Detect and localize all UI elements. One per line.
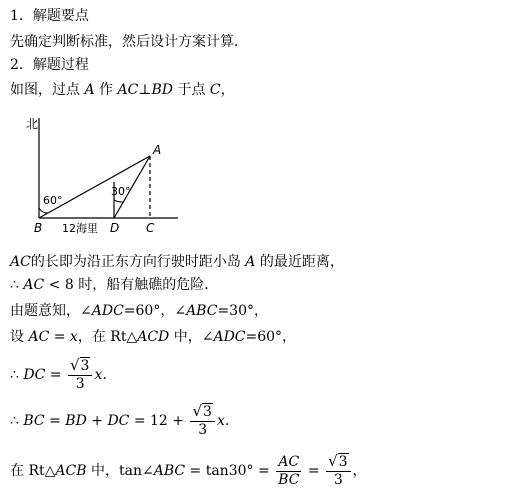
l7-acb: ACB	[55, 463, 87, 479]
l4-text-2: =	[49, 329, 70, 345]
label-north: 北	[26, 117, 39, 131]
l7-eq-1: = tan30° =	[185, 463, 275, 479]
segment-ba	[39, 156, 150, 218]
label-d: D	[110, 221, 120, 235]
l7-ratio-den: BC	[278, 471, 300, 488]
solution-line-1	[10, 253, 344, 271]
angle-arc-b	[39, 208, 48, 213]
l1-text-1: 的长即为沿正东方向行驶时距小岛	[30, 254, 241, 270]
l6-bc: BC	[23, 413, 45, 429]
l6-denominator: 3	[198, 422, 208, 438]
intro-text-2: 作	[99, 82, 114, 98]
l4-acd: ACD	[137, 329, 170, 345]
intro-perp: ⊥	[138, 82, 152, 98]
l7-text-1: 在 Rt△	[10, 463, 56, 479]
l6-therefore: ∴	[10, 413, 19, 429]
l1-ac: AC	[10, 254, 31, 270]
section1-title: 1．解题要点	[10, 8, 89, 24]
l1-text-2: 的最近距离，	[259, 254, 344, 270]
l6-x: x	[216, 413, 225, 429]
section2-title: 2．解题过程	[10, 57, 89, 73]
l3-abc: ABC	[186, 303, 218, 319]
l4-text-1: 设	[10, 329, 24, 345]
label-c: C	[146, 221, 155, 235]
solution-line-7	[10, 452, 367, 490]
section1-text: 先确定判断标准，然后设计方案计算．	[10, 34, 248, 50]
l4-adc: ADC	[213, 329, 246, 345]
l5-equals: =	[45, 367, 66, 383]
l5-radicand: 3	[80, 358, 90, 374]
l3-text-3: =30°，	[217, 303, 268, 319]
l5-fraction	[68, 357, 92, 393]
l5-denominator: 3	[75, 376, 85, 392]
intro-text-3: 于点	[177, 82, 206, 98]
l7-tan: tan∠	[118, 463, 154, 479]
l3-text-2: =60°，∠	[123, 303, 187, 319]
intro-segment-ac: AC	[117, 82, 139, 98]
solution-line-4	[10, 328, 296, 346]
l2-ac: AC	[23, 277, 45, 293]
l7-fraction	[326, 453, 350, 489]
l6-eq-2: = 12 +	[129, 413, 189, 429]
intro-segment-bd: BD	[151, 82, 173, 98]
solution-line-3	[10, 302, 268, 320]
l5-x: x	[94, 367, 103, 383]
label-a: A	[153, 143, 162, 157]
l6-plus: +	[86, 413, 108, 429]
l2-text: < 8 时，船有触礁的危险．	[44, 277, 219, 293]
l7-sqrt: √3	[328, 452, 348, 470]
l5-dc: DC	[23, 367, 46, 383]
l5-sqrt: √3	[69, 356, 90, 374]
l2-therefore: ∴	[10, 277, 19, 293]
l7-text-2: 中，	[86, 463, 119, 479]
intro-text-4: ，	[220, 82, 235, 98]
label-angle-60: 60°	[43, 194, 63, 207]
l4-text-4: 中，∠	[169, 329, 214, 345]
label-distance: 12海里	[62, 222, 98, 235]
section2-intro	[10, 81, 235, 99]
l7-denominator: 3	[333, 472, 343, 488]
solution-line-2	[10, 276, 218, 294]
l6-fraction	[190, 403, 214, 439]
intro-text-1: 如图，过点	[10, 82, 80, 98]
l6-eq-1: =	[44, 413, 66, 429]
l7-radicand: 3	[338, 454, 348, 470]
l3-adc: ADC	[91, 303, 124, 319]
label-angle-30: 30°	[111, 185, 131, 198]
solution-line-6	[10, 402, 229, 440]
l4-x: x	[69, 329, 78, 345]
l1-a: A	[245, 254, 256, 270]
solution-line-5	[10, 356, 107, 394]
l7-ratio-num: AC	[276, 454, 301, 472]
l7-abc: ABC	[153, 463, 186, 479]
l3-text-1: 由题意知，∠	[10, 303, 92, 319]
l4-text-3: ，在 Rt△	[77, 329, 138, 345]
l6-dc: DC	[107, 413, 130, 429]
l7-comma: ，	[352, 463, 367, 479]
label-b: B	[34, 221, 43, 235]
intro-point-a: A	[84, 82, 95, 98]
l5-therefore: ∴	[10, 367, 19, 383]
l6-sqrt: √3	[192, 402, 212, 420]
l7-ratio	[276, 454, 301, 489]
l6-bd: BD	[65, 413, 87, 429]
l5-period: .	[102, 367, 107, 383]
l6-period: .	[224, 413, 230, 429]
l4-text-5: =60°，	[245, 329, 297, 345]
l4-ac: AC	[28, 329, 50, 345]
angle-arc-d	[114, 200, 123, 202]
intro-point-c: C	[209, 82, 221, 98]
l7-eq-2: =	[303, 463, 325, 479]
geometry-diagram	[20, 108, 190, 242]
l6-radicand: 3	[203, 404, 212, 420]
